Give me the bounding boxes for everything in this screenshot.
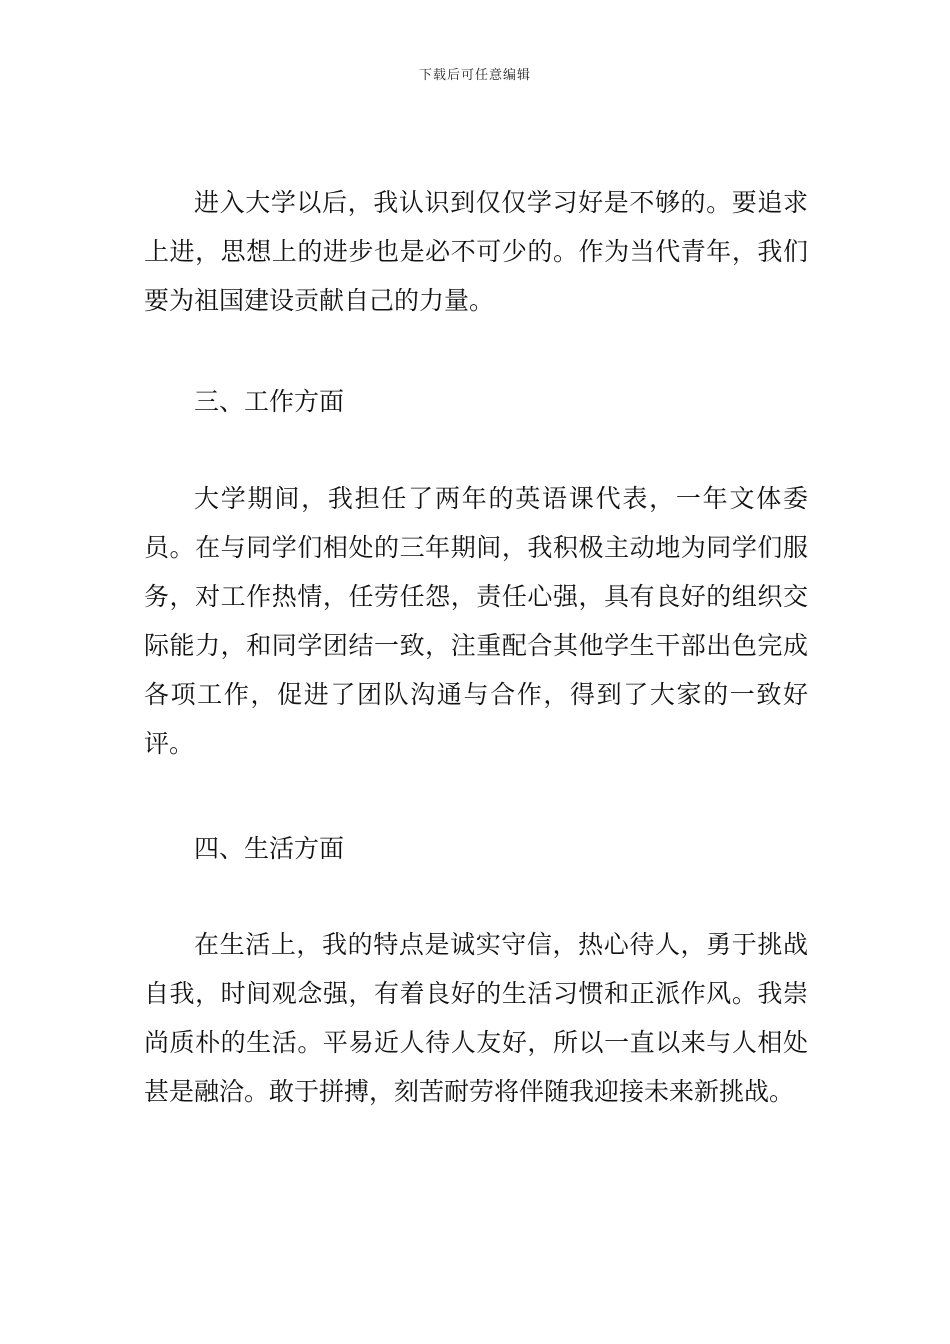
spacer [144, 768, 808, 824]
section-heading-work: 三、工作方面 [194, 387, 345, 416]
spacer [144, 873, 808, 920]
section-heading-life: 四、生活方面 [194, 834, 345, 863]
paragraph-life: 在生活上，我的特点是诚实守信，热心待人，勇于挑战自我，时间观念强，有着良好的生活习惯和正派作风。我崇尚质朴的生活。平易近人待人友好，所以一直以来与人相处甚是融洽。敢于拼搏，刻苦耐劳将伴随我迎接未来新挑战。 [144, 930, 808, 1106]
page-header: 下载后可任意编辑 [418, 68, 531, 83]
paragraph-work: 大学期间，我担任了两年的英语课代表，一年文体委员。在与同学们相处的三年期间，我积极主动地为同学们服务，对工作热情，任劳任怨，责任心强，具有良好的组织交际能力，和同学团结一致，注重配合其他学生干部出色完成各项工作，促进了团队沟通与合作，得到了大家的一致好评。 [144, 484, 808, 758]
paragraph-progress: 进入大学以后，我认识到仅仅学习好是不够的。要追求上进，思想上的进步也是必不可少的。作为当代青年，我们要为祖国建设贡献自己的力量。 [144, 188, 808, 315]
spacer [144, 426, 808, 474]
document-body [144, 178, 808, 1116]
spacer [144, 325, 808, 377]
